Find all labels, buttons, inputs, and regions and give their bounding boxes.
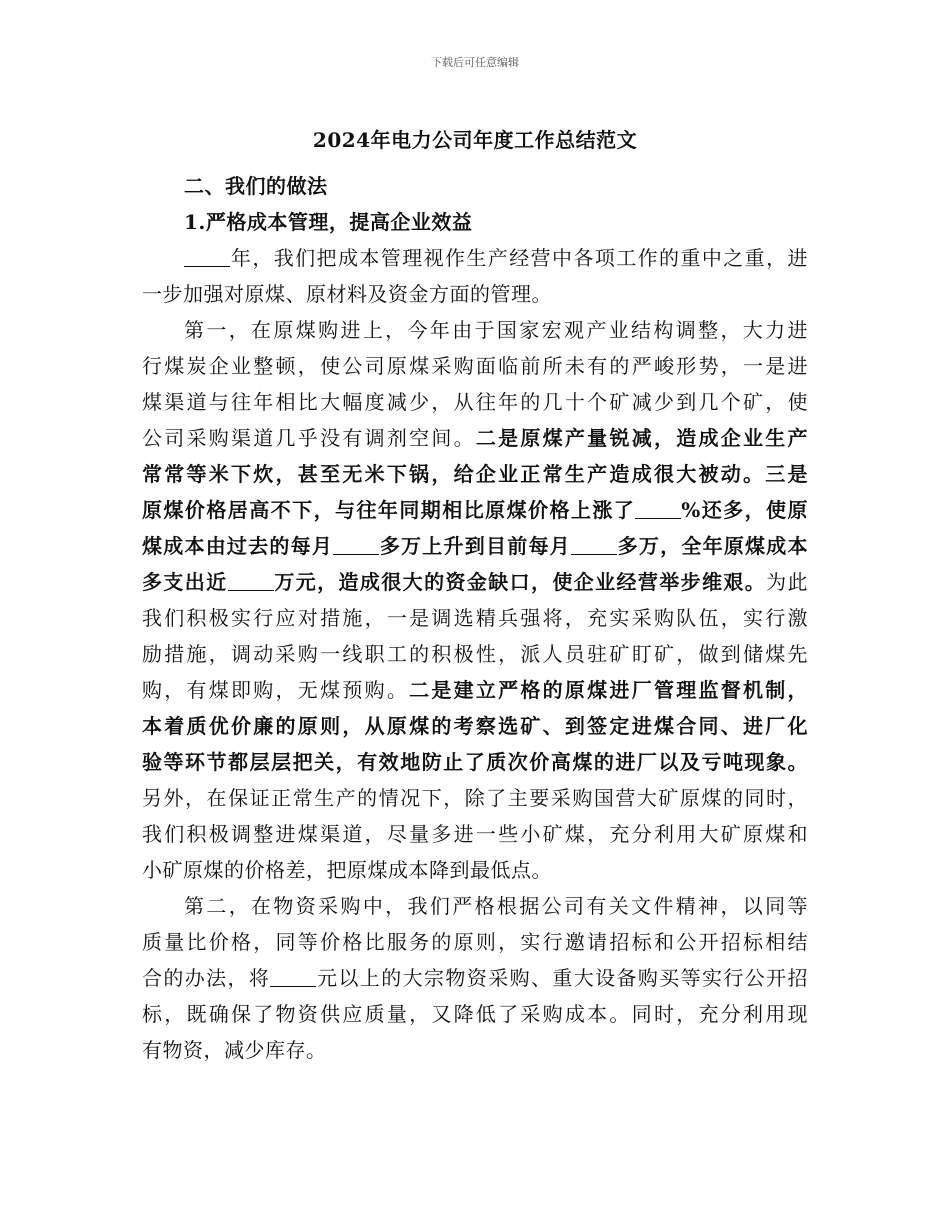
paragraph-2-line-12: 本着质优价廉的原则，从原煤的考察选矿、到签定进煤合同、进厂化 [142,714,808,738]
document-body [142,168,808,1068]
paragraph-3-line-2: 质量比价格，同等价格比服务的原则，实行邀请招标和公开招标相结 [142,930,808,954]
paragraph-3-line-3: 合的办法，将 元以上的大宗物资采购、重大设备购买等实行公开招 [142,966,809,990]
fill-in-blank [333,532,379,555]
paragraph-1-line-2: 一步加强对原煤、原材料及资金方面的管理。 [142,282,552,306]
subsection-heading: 1.严格成本管理，提高企业效益 [184,210,473,234]
paragraph-2-line-10: 励措施，调动采购一线职工的积极性，派人员驻矿盯矿，做到储煤先 [142,642,808,666]
paragraph-2-line-9: 我们积极实行应对措施，一是调选精兵强将，充实采购队伍，实行激 [142,606,808,630]
paragraph-2-line-16: 小矿原煤的价格差，把原煤成本降到最低点。 [142,858,552,882]
paragraph-2-line-4: 公司采购渠道几乎没有调剂空间。二是原煤产量锐减，造成企业生产 [142,426,809,450]
fill-in-blank [228,568,274,591]
fill-in-blank [184,244,230,267]
paragraph-3-line-1: 第二，在物资采购中，我们严格根据公司有关文件精神，以同等 [184,894,808,918]
paragraph-2-line-1: 第一，在原煤购进上，今年由于国家宏观产业结构调整，大力进 [184,318,808,342]
paragraph-2-line-11: 购，有煤即购，无煤预购。二是建立严格的原煤进厂管理监督机制， [142,678,809,702]
paragraph-2-line-2: 行煤炭企业整顿，使公司原煤采购面临前所未有的严峻形势，一是进 [142,354,808,378]
page-header-note: 下载后可任意编辑 [431,56,519,69]
paragraph-2-line-7: 煤成本由过去的每月 多万上升到目前每月 多万，全年原煤成本 [142,534,809,558]
fill-in-blank [635,496,681,519]
fill-in-blank [270,964,316,987]
paragraph-1-line-1: 年，我们把成本管理视作生产经营中各项工作的重中之重，进 [142,240,808,276]
fill-in-blank [571,532,617,555]
paragraph-2-line-5: 常常等米下炊，甚至无米下锅，给企业正常生产造成很大被动。三是 [142,462,808,486]
paragraph-3-line-5: 有物资，减少库存。 [142,1038,327,1062]
paragraph-2-line-6: 原煤价格居高不下，与往年同期相比原煤价格上涨了 %还多，使原 [142,498,808,522]
paragraph-2-line-8: 多支出近 万元，造成很大的资金缺口，使企业经营举步维艰。为此 [142,570,809,594]
section-heading: 二、我们的做法 [184,174,328,198]
paragraph-2-line-3: 煤渠道与往年相比大幅度减少，从往年的几十个矿减少到几个矿，使 [142,390,808,414]
document-title: 2024年电力公司年度工作总结范文 [312,128,638,152]
paragraph-2-line-15: 我们积极调整进煤渠道，尽量多进一些小矿煤，充分利用大矿原煤和 [142,822,808,846]
paragraph-3-line-4: 标，既确保了物资供应质量，又降低了采购成本。同时，充分利用现 [142,1002,808,1026]
paragraph-2-line-13: 验等环节都层层把关，有效地防止了质次价高煤的进厂以及亏吨现象。 [142,750,808,774]
paragraph-2-line-14: 另外，在保证正常生产的情况下，除了主要采购国营大矿原煤的同时， [142,786,808,810]
